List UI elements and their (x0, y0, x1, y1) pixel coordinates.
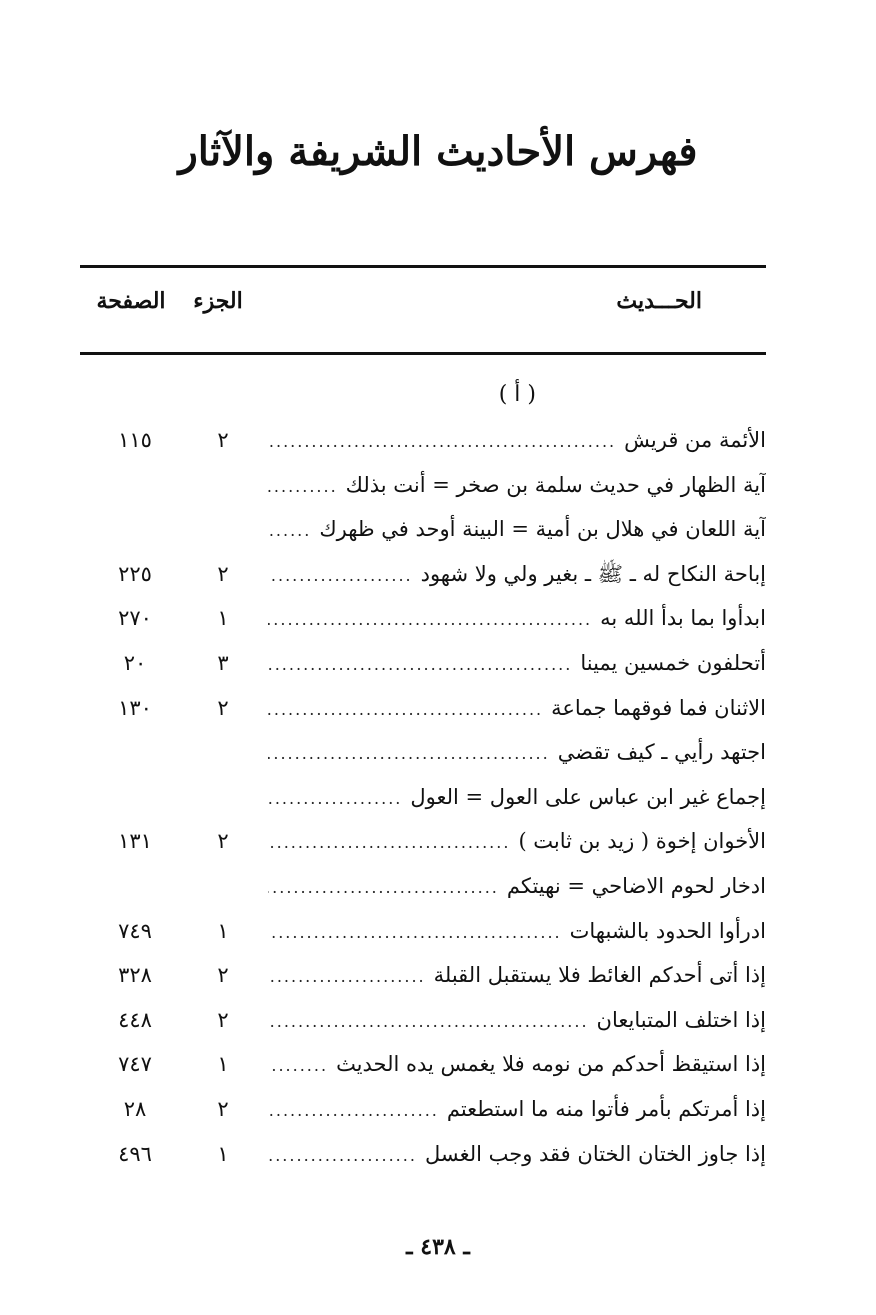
hadith-text: إباحة النكاح له ـ ﷺ ـ بغير ولي ولا شهود (420, 561, 766, 586)
top-rule (80, 265, 766, 268)
volume-number: ١ (217, 1052, 229, 1077)
dot-leader (268, 1000, 589, 1045)
index-entry (80, 686, 766, 731)
hadith-text: إذا استيقظ أحدكم من نومه فلا يغمس يده الحديث (336, 1052, 766, 1077)
dot-leader (268, 821, 510, 866)
header-bottom-rule (80, 352, 766, 355)
hadith-text: الاثنان فما فوقهما جماعة (551, 695, 766, 720)
volume-number: ١ (217, 918, 229, 943)
entry-text-with-leader (268, 641, 766, 688)
page-reference: ٧٤٩ (118, 918, 152, 943)
volume-number: ٢ (217, 963, 229, 988)
header-page: الصفحة (96, 288, 166, 314)
volume-number: ٢ (217, 829, 229, 854)
entry-text-with-leader (268, 596, 766, 643)
page-reference: ١٣٠ (118, 695, 152, 720)
entry-text-with-leader (268, 998, 766, 1045)
hadith-text: إذا اختلف المتبايعان (596, 1007, 766, 1032)
page-reference: ٢٧٠ (118, 606, 152, 631)
entry-text-with-leader (268, 1132, 766, 1179)
entry-text-with-leader (268, 775, 766, 822)
index-entry (80, 909, 766, 954)
index-entry (80, 418, 766, 463)
page-reference: ٢٠ (123, 650, 147, 675)
entry-text-with-leader (268, 463, 766, 510)
page-reference: ٢٨ (123, 1096, 147, 1121)
hadith-text: آية اللعان في هلال بن أمية = البينة أوحد في ظهرك (319, 517, 766, 542)
volume-number: ١ (217, 1141, 229, 1166)
index-entry (80, 775, 766, 820)
dot-leader (268, 911, 562, 956)
dot-leader (268, 420, 616, 465)
index-entry (80, 953, 766, 998)
index-entry (80, 507, 766, 552)
index-entry (80, 596, 766, 641)
entry-text-with-leader (268, 864, 766, 911)
dot-leader (268, 643, 572, 688)
index-entry (80, 641, 766, 686)
dot-leader (268, 554, 413, 599)
table-header (80, 288, 766, 328)
page-reference: ١٣١ (118, 829, 152, 854)
index-entry (80, 730, 766, 775)
index-entry (80, 552, 766, 597)
index-entry (80, 463, 766, 508)
dot-leader (268, 1134, 417, 1179)
hadith-text: ابدأوا بما بدأ الله به (600, 606, 766, 631)
hadith-text: الأئمة من قريش (624, 428, 766, 452)
dot-leader (268, 1089, 439, 1134)
page-reference: ٤٤٨ (118, 1007, 152, 1032)
volume-number: ٣ (217, 650, 229, 675)
index-entry (80, 819, 766, 864)
dot-leader (268, 955, 426, 1000)
entry-text-with-leader (268, 730, 766, 777)
dot-leader (268, 688, 543, 733)
hadith-text: آية الظهار في حديث سلمة بن صخر = أنت بذلك (345, 472, 766, 497)
hadith-text: إذا أتى أحدكم الغائط فلا يستقبل القبلة (433, 963, 766, 988)
dot-leader (268, 1044, 328, 1089)
index-entry (80, 998, 766, 1043)
entry-text-with-leader (268, 507, 766, 554)
dot-leader (268, 509, 311, 554)
hadith-text: ادرأوا الحدود بالشبهات (569, 918, 766, 943)
dot-leader (268, 866, 499, 911)
page-reference: ٣٢٨ (118, 963, 152, 988)
index-entry (80, 1042, 766, 1087)
entry-text-with-leader (268, 909, 766, 956)
hadith-text: أتحلفون خمسين يمينا (580, 650, 766, 675)
header-hadith: الحـــديث (616, 288, 702, 314)
index-entry (80, 1132, 766, 1177)
volume-number: ٢ (217, 428, 229, 452)
index-entries (80, 418, 766, 1176)
hadith-text: ادخار لحوم الاضاحي = نهيتكم (506, 873, 766, 898)
hadith-text: إجماع غير ابن عباس على العول = العول (410, 784, 766, 809)
volume-number: ٢ (217, 561, 229, 586)
page-number: ـ ٤٣٨ ـ (406, 1234, 470, 1260)
dot-leader (268, 598, 592, 643)
page-reference: ١١٥ (118, 428, 152, 452)
volume-number: ٢ (217, 1007, 229, 1032)
hadith-text: إذا أمرتكم بأمر فأتوا منه ما استطعتم (446, 1096, 766, 1121)
section-letter-alif: ( أ ) (498, 382, 536, 407)
dot-leader (268, 777, 402, 822)
dot-leader (268, 465, 338, 510)
entry-text-with-leader (268, 552, 766, 599)
entry-text-with-leader (268, 953, 766, 1000)
page-reference: ٤٩٦ (118, 1141, 152, 1166)
index-entry (80, 1087, 766, 1132)
index-entry (80, 864, 766, 909)
volume-number: ١ (217, 606, 229, 631)
entry-text-with-leader (268, 1042, 766, 1089)
header-juz: الجزء (193, 288, 243, 314)
page-reference: ٧٤٧ (118, 1052, 152, 1077)
volume-number: ٢ (217, 695, 229, 720)
entry-text-with-leader (268, 418, 766, 465)
entry-text-with-leader (268, 819, 766, 866)
entry-text-with-leader (268, 1087, 766, 1134)
volume-number: ٢ (217, 1096, 229, 1121)
hadith-text: الأخوان إخوة ( زيد بن ثابت ) (518, 829, 766, 854)
page-reference: ٢٢٥ (118, 561, 152, 586)
hadith-text: اجتهد رأيي ـ كيف تقضي (557, 740, 766, 765)
page-title: فهرس الأحاديث الشريفة والآثار (178, 128, 698, 175)
hadith-text: إذا جاوز الختان الختان فقد وجب الغسل (424, 1141, 766, 1166)
entry-text-with-leader (268, 686, 766, 733)
dot-leader (268, 732, 550, 777)
